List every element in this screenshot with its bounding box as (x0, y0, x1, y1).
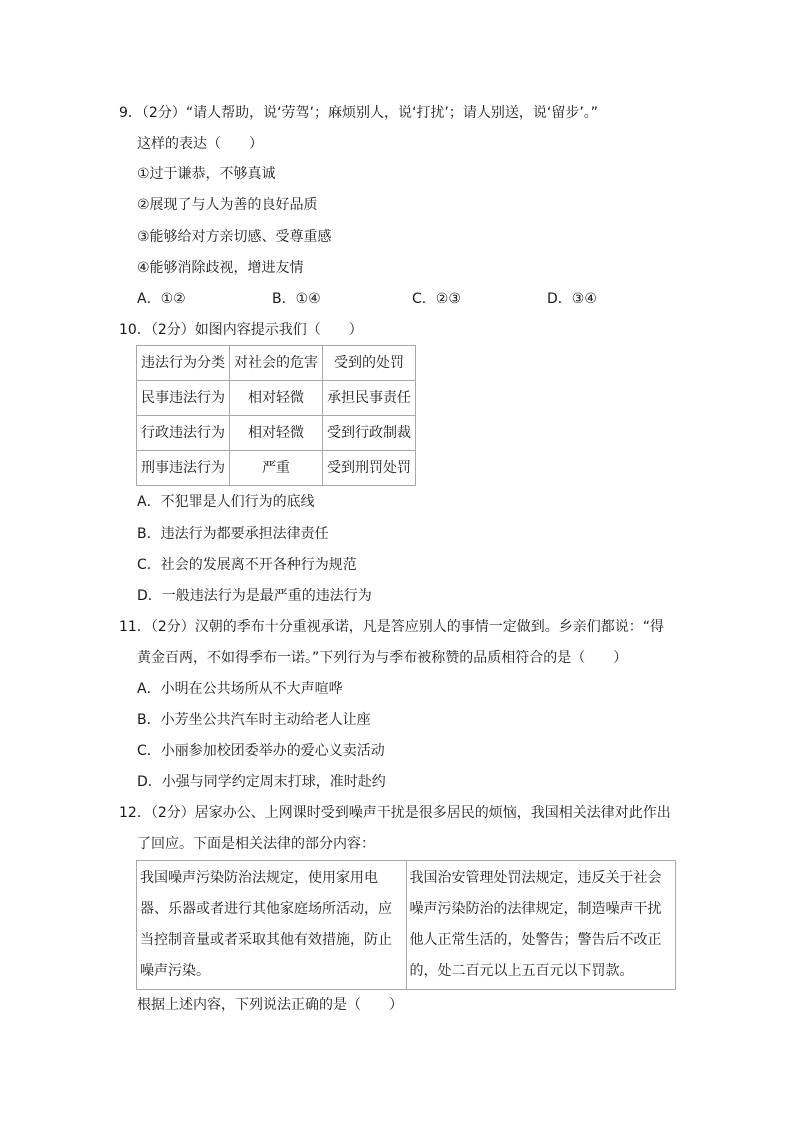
q11-option-d: D．小强与同学约定周末打球，准时赴约 (137, 774, 386, 790)
table-cell: 民事违法行为 (137, 381, 230, 416)
q9-stem-line1: 9．（2分）“请人帮助，说‘劳驾’；麻烦别人，说‘打扰’；请人别送，说‘留步’。” (119, 105, 599, 121)
table-row (137, 346, 416, 381)
table-cell: 对社会的危害 (230, 346, 323, 381)
q10-option-c: C．社会的发展离不开各种行为规范 (137, 557, 357, 573)
law-excerpt-right: 我国治安管理处罚法规定，违反关于社会噪声污染防治的法律规定，制造噪声干扰他人正常生活的，处警告；警告后不改正的，处二百元以上五百元以下罚款。 (406, 861, 676, 990)
table-cell: 违法行为分类 (137, 346, 230, 381)
q9-option-b: B．①④ (272, 291, 321, 307)
table-row (137, 861, 676, 990)
q12-question: 根据上述内容，下列说法正确的是（ ） (137, 997, 403, 1013)
q9-statement-2: ②展现了与人为善的良好品质 (137, 197, 318, 213)
q9-stem-line2: 这样的表达（ ） (137, 136, 263, 152)
q9-option-c: C．②③ (412, 291, 461, 307)
table-row (137, 381, 416, 416)
q11-option-a: A．小明在公共场所从不大声喧哗 (137, 681, 343, 697)
table-row (137, 416, 416, 451)
q12-stem-line1: 12．（2分）居家办公、上网课时受到噪声干扰是很多居民的烦恼，我国相关法律对此作出 (119, 805, 671, 821)
q9-statement-1: ①过于谦恭，不够真诚 (137, 166, 276, 182)
q10-stem: 10．（2分）如图内容提示我们（ ） (119, 322, 363, 338)
table-cell: 承担民事责任 (323, 381, 416, 416)
q11-stem-line2: 黄金百两，不如得季布一诺。”下列行为与季布被称赞的品质相符合的是（ ） (137, 650, 628, 666)
q11-option-c: C．小丽参加校团委举办的爱心义卖活动 (137, 743, 385, 759)
table-cell: 相对轻微 (230, 381, 323, 416)
table-cell: 受到行政制裁 (323, 416, 416, 451)
q10-option-a: A．不犯罪是人们行为的底线 (137, 494, 315, 510)
violation-table (136, 345, 416, 486)
q9-option-d: D．③④ (547, 291, 597, 307)
q11-stem-line1: 11．（2分）汉朝的季布十分重视承诺，凡是答应别人的事情一定做到。乡亲们都说：“得 (119, 619, 664, 635)
q10-option-b: B．违法行为都要承担法律责任 (137, 526, 329, 542)
q11-option-b: B．小芳坐公共汽车时主动给老人让座 (137, 712, 371, 728)
table-cell: 严重 (230, 451, 323, 486)
table-cell: 受到刑罚处罚 (323, 451, 416, 486)
q10-option-d: D．一般违法行为是最严重的违法行为 (137, 588, 372, 604)
table-row (137, 451, 416, 486)
q9-statement-3: ③能够给对方亲切感、受尊重感 (137, 229, 332, 245)
q9-statement-4: ④能够消除歧视，增进友情 (137, 260, 304, 276)
table-cell: 相对轻微 (230, 416, 323, 451)
law-excerpt-left: 我国噪声污染防治法规定，使用家用电器、乐器或者进行其他家庭场所活动，应当控制音量或者采取其他有效措施，防止噪声污染。 (137, 861, 407, 990)
law-excerpt-table (136, 860, 676, 990)
q9-option-a: A．①② (137, 291, 186, 307)
table-cell: 刑事违法行为 (137, 451, 230, 486)
table-cell: 行政违法行为 (137, 416, 230, 451)
table-cell: 受到的处罚 (323, 346, 416, 381)
q12-stem-line2: 了回应。下面是相关法律的部分内容： (137, 836, 375, 852)
